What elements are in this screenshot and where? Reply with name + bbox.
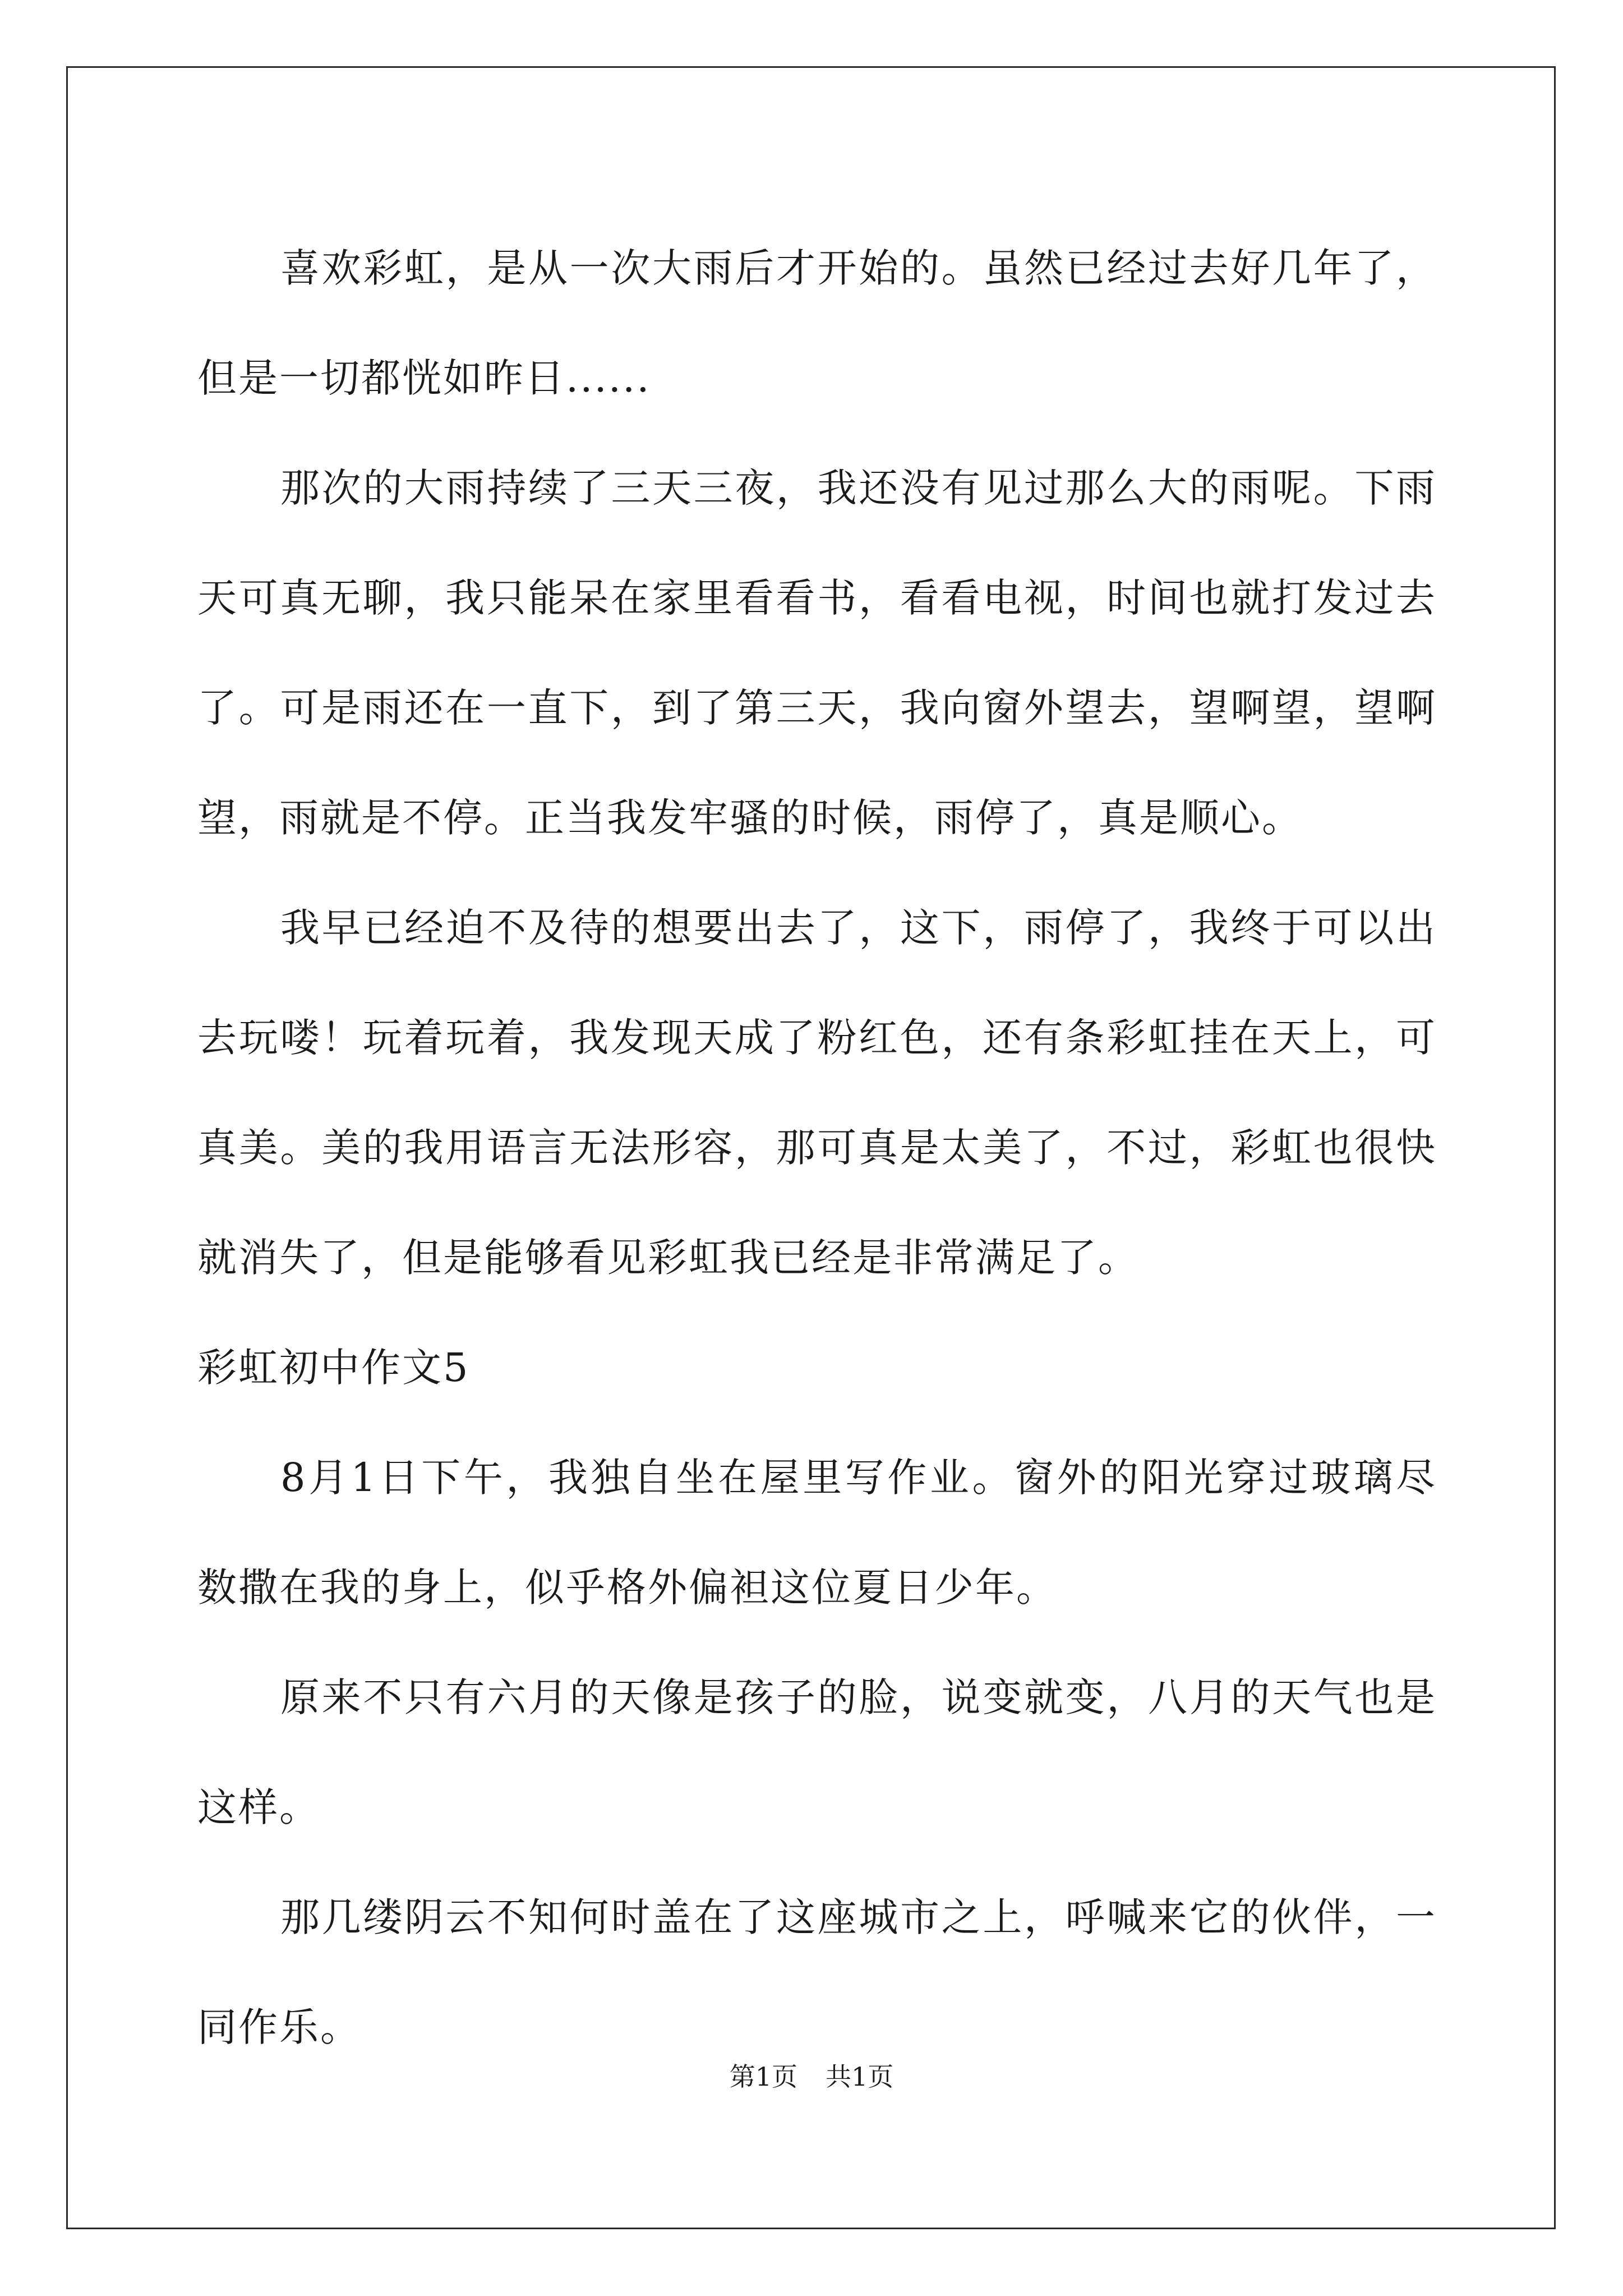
page-number: 第1页 <box>729 2062 797 2092</box>
paragraph-5: 原来不只有六月的天像是孩子的脸，说变就变，八月的天气也是这样。 <box>197 1674 1437 1830</box>
page-footer <box>0 2060 1623 2093</box>
section-heading: 彩虹初中作文5 <box>197 1345 470 1391</box>
document-body <box>197 213 1437 2082</box>
paragraph-6: 那几缕阴云不知何时盖在了这座城市之上，呼喊来它的伙伴，一同作乐。 <box>197 1894 1437 2050</box>
paragraph-4: 8月1日下午，我独自坐在屋里写作业。窗外的阳光穿过玻璃尽数撒在我的身上，似乎格外偏袒这位夏日少年。 <box>197 1455 1437 1611</box>
page-total: 共1页 <box>826 2062 894 2092</box>
paragraph-3: 我早已经迫不及待的想要出去了，这下，雨停了，我终于可以出去玩喽！玩着玩着，我发现天成了粉红色，还有条彩虹挂在天上，可真美。美的我用语言无法形容，那可真是太美了，不过，彩虹也很快就消失了，但是能够看见彩虹我已经是非常满足了。 <box>197 905 1437 1281</box>
paragraph-1: 喜欢彩虹，是从一次大雨后才开始的。虽然已经过去好几年了，但是一切都恍如昨日...... <box>197 245 1437 401</box>
paragraph-2: 那次的大雨持续了三天三夜，我还没有见过那么大的雨呢。下雨天可真无聊，我只能呆在家里看看书，看看电视，时间也就打发过去了。可是雨还在一直下，到了第三天，我向窗外望去，望啊望，望啊望，雨就是不停。正当我发牢骚的时候，雨停了，真是顺心。 <box>197 465 1437 841</box>
